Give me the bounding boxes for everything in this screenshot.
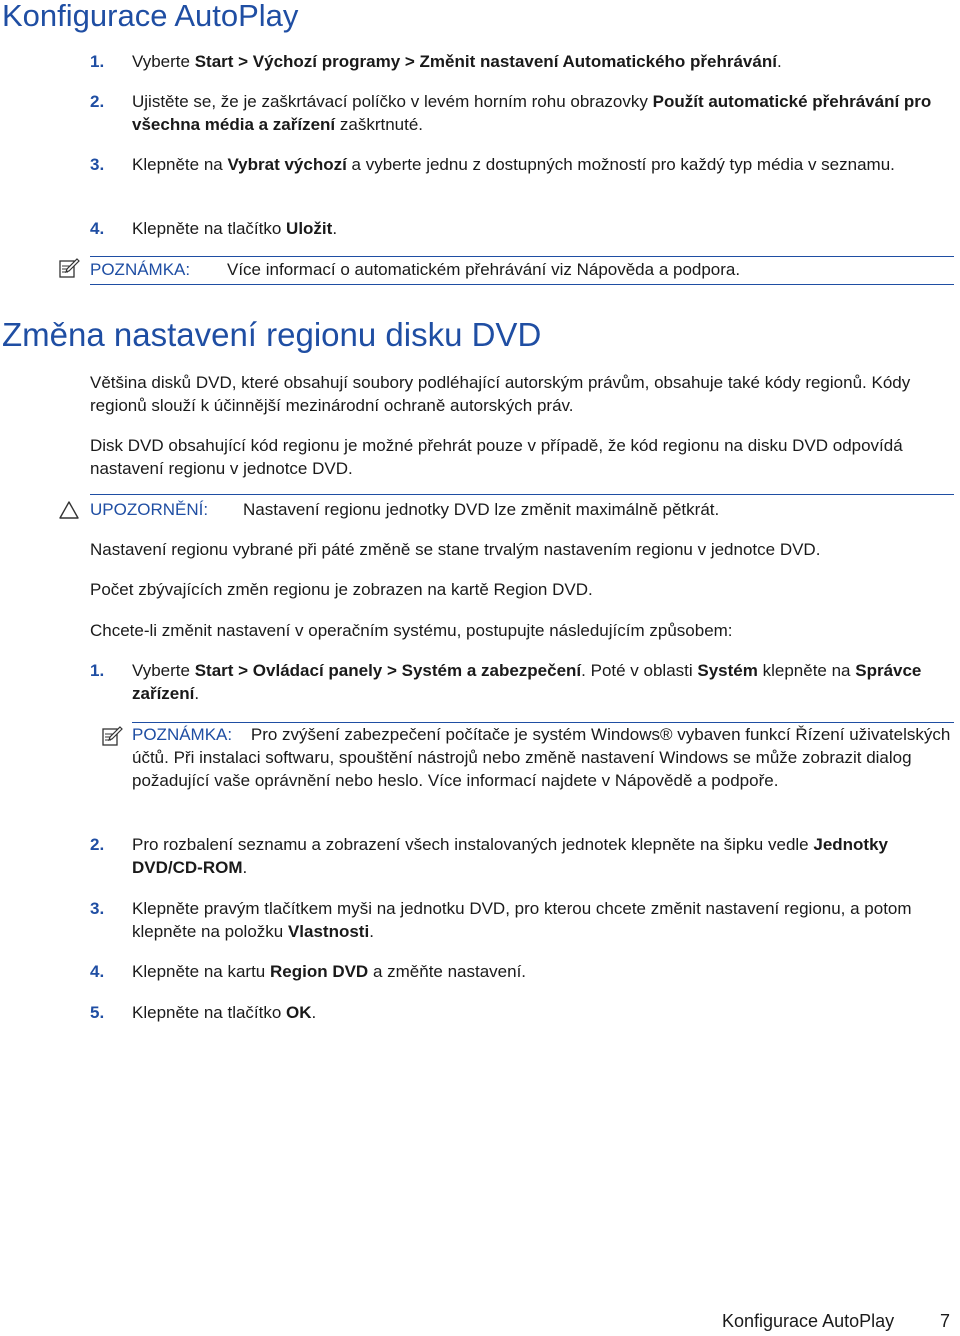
- paragraph: Počet zbývajících změn regionu je zobrazen na kartě Region DVD.: [90, 580, 593, 599]
- section-title-autoplay: Konfigurace AutoPlay: [2, 0, 299, 33]
- caution-label: UPOZORNĚNÍ:: [90, 500, 209, 519]
- note-rule: [90, 256, 954, 257]
- paragraph: Většina disků DVD, které obsahují soubory podléhající autorským právům, obsahuje také kódy regionů. Kódy regionů slouží k účinnější mezinárodní ochraně autorských práv.: [90, 373, 911, 415]
- page-number: 7: [940, 1311, 951, 1331]
- step-text: Klepněte na tlačítko OK.: [132, 1003, 317, 1022]
- note-label: POZNÁMKA:: [90, 260, 191, 279]
- paragraph: Disk DVD obsahující kód regionu je možné přehrát pouze v případě, že kód regionu na disku DVD odpovídá nastavení regionu v jednotce DVD.: [90, 436, 903, 478]
- caution-text: Nastavení regionu jednotky DVD lze změnit maximálně pětkrát.: [243, 500, 720, 519]
- note-icon: [101, 725, 123, 747]
- step-text: Vyberte Start > Ovládací panely > Systém a zabezpečení. Poté v oblasti Systém klepněte na Správce zařízení.: [132, 661, 922, 703]
- caution-icon: [58, 500, 80, 520]
- note-box: [132, 722, 954, 792]
- note-rule-bottom: [90, 284, 954, 285]
- paragraph: Chcete-li změnit nastavení v operačním systému, postupujte následujícím způsobem:: [90, 621, 733, 640]
- step-number: 1.: [90, 52, 105, 71]
- step-number: 2.: [90, 835, 105, 854]
- step-number: 3.: [90, 155, 105, 174]
- note-text: Pro zvýšení zabezpečení počítače je systém Windows® vybaven funkcí Řízení uživatelských účtů. Při instalaci softwaru, spouštění nástrojů nebo změně nastavení Windows se může zobrazit dialog požadující vaše oprávnění nebo heslo. Více informací najdete v Nápovědě a podpoře.: [132, 725, 951, 790]
- note-rule: [132, 722, 954, 723]
- step-text: Klepněte na kartu Region DVD a změňte nastavení.: [132, 962, 527, 981]
- step-number: 4.: [90, 219, 105, 238]
- note-text: Více informací o automatickém přehrávání viz Nápověda a podpora.: [227, 260, 741, 279]
- caution-rule: [90, 494, 954, 495]
- paragraph: Nastavení regionu vybrané při páté změně se stane trvalým nastavením regionu v jednotce DVD.: [90, 540, 821, 559]
- step-text: Klepněte pravým tlačítkem myši na jednotku DVD, pro kterou chcete změnit nastavení regionu, a potom klepněte na položku Vlastnosti.: [132, 899, 912, 941]
- step-number: 5.: [90, 1003, 105, 1022]
- step-number: 2.: [90, 92, 105, 111]
- caution-box: [90, 494, 954, 522]
- section-title-dvd-region: Změna nastavení regionu disku DVD: [2, 316, 542, 353]
- note-icon: [58, 257, 80, 279]
- note-body: [132, 722, 954, 792]
- footer-title: Konfigurace AutoPlay: [722, 1311, 895, 1331]
- step-text: Vyberte Start > Výchozí programy > Změnit nastavení Automatického přehrávání.: [132, 52, 782, 71]
- step-number: 4.: [90, 962, 105, 981]
- note-label: POZNÁMKA:: [132, 725, 233, 744]
- step-text: Pro rozbalení seznamu a zobrazení všech instalovaných jednotek klepněte na šipku vedle Jednotky DVD/CD-ROM.: [132, 835, 888, 877]
- step-number: 3.: [90, 899, 105, 918]
- step-text: Ujistěte se, že je zaškrtávací políčko v levém horním rohu obrazovky Použít automatické přehrávání pro všechna média a zařízení zaškrtnuté.: [132, 92, 932, 134]
- step-number: 1.: [90, 661, 105, 680]
- step-text: Klepněte na Vybrat výchozí a vyberte jednu z dostupných možností pro každý typ média v seznamu.: [132, 155, 895, 174]
- step-text: Klepněte na tlačítko Uložit.: [132, 219, 338, 238]
- note-box: [90, 256, 954, 284]
